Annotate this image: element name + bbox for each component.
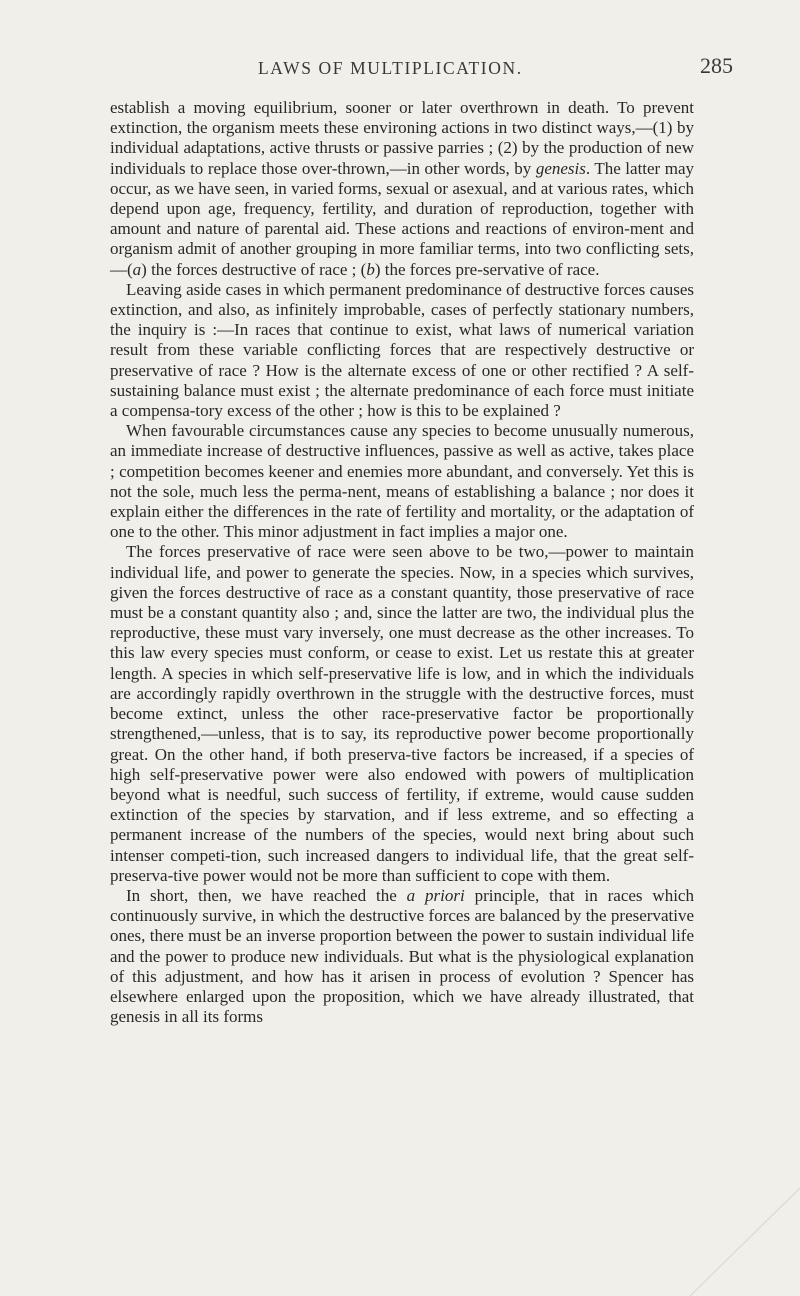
text-run: In short, then, we have reached the: [126, 885, 407, 905]
text-run: . The latter may occur, as we have seen, in varied forms, sexual or asexual, and at various rates, which depend upon age, frequency, fertility, and duration of reproduction, together with amount and nature of parental aid. These actions and reactions of environ-ment and organism admit of another grouping in more familiar terms, into two conflicting sets,—(: [110, 158, 695, 279]
paragraph: [110, 886, 694, 1027]
italic-run: genesis: [535, 158, 586, 178]
text-run: establish a moving equilibrium, sooner or later overthrown in death. To prevent extinction, the organism meets these environing actions in two distinct ways,—(1) by individual adaptations, active thrusts or passive parries ; (2) by the production of new individuals to replace those over-thrown,—in other words, by: [110, 98, 694, 178]
running-head: LAWS OF MULTIPLICATION.: [258, 58, 523, 78]
paragraph: [110, 421, 694, 542]
italic-run: a priori: [406, 885, 465, 905]
paragraph: [110, 98, 694, 280]
page-crease: [600, 1170, 800, 1296]
paragraph: [110, 542, 694, 885]
text-run: The forces preservative of race were seen above to be two,—power to maintain individual life, and power to generate the species. Now, in a species which survives, given the forces destructive of race as a constant quantity, those preservative of race must be a constant quantity also ; and, since the latter are two, the individual plus the reproductive, these must vary inversely, one must decrease as the other increases. To this law every species must conform, or cease to exist. Let us restate this at greater length. A species in which self-preservative life is low, and in which the individuals are accordingly rapidly overthrown in the struggle with the destructive forces, must become extinct, unless the other race-preservative factor be proportionally strengthened,—unless, that is to say, its reproductive power become proportionally great. On the other hand, if both preserva-tive factors be increased, if a species of high self-preservative power were also endowed with powers of multiplication beyond what is needful, such success of fertility, if extreme, would cause sudden extinction of the species by starvation, and if less extreme, and so effecting a permanent increase of the numbers of the species, would next bring about such intenser competi-tion, such increased dangers to individual life, that the great self-preserva-tive power would not be more than sufficient to cope with them.: [110, 542, 694, 885]
text-run: Leaving aside cases in which permanent predominance of destructive forces causes extinction, and also, as infinitely improbable, cases of perfectly stationary numbers, the inquiry is :—In races that continue to exist, what laws of numerical variation result from these variable conflicting forces that are respectively destructive or preservative of race ? How is the alternate excess of one or other rectified ? A self-sustaining balance must exist ; the alternate predominance of each force must initiate a compensa-tory excess of the other ; how is this to be explained ?: [110, 279, 694, 421]
body-text: [110, 98, 694, 1027]
text-run: ) the forces pre-servative of race.: [374, 259, 600, 279]
text-run: principle, that in races which continuously survive, in which the destructive forces are balanced by the preservative ones, there must be an inverse proportion between the power to sustain individual life and the power to produce new individuals. But what is the physiological explanation of this adjustment, and how has it arisen in process of evolution ? Spencer has elsewhere enlarged upon the proposition, which we have already illustrated, that genesis in all its forms: [110, 885, 694, 1027]
italic-run: a: [132, 259, 142, 279]
paragraph: [110, 280, 694, 421]
text-run: ) the forces destructive of race ; (: [141, 259, 367, 279]
italic-run: b: [366, 259, 375, 279]
text-run: When favourable circumstances cause any species to become unusually numerous, an immediate increase of destructive influences, passive as well as active, takes place ; competition becomes keener and enemies more abundant, and conversely. Yet this is not the sole, much less the perma-nent, means of establishing a balance ; nor does it explain either the differences in the rate of fertility and mortality, or the adaptation of one to the other. This minor adjustment in fact implies a major one.: [110, 421, 694, 542]
page-number: 285: [700, 53, 733, 78]
